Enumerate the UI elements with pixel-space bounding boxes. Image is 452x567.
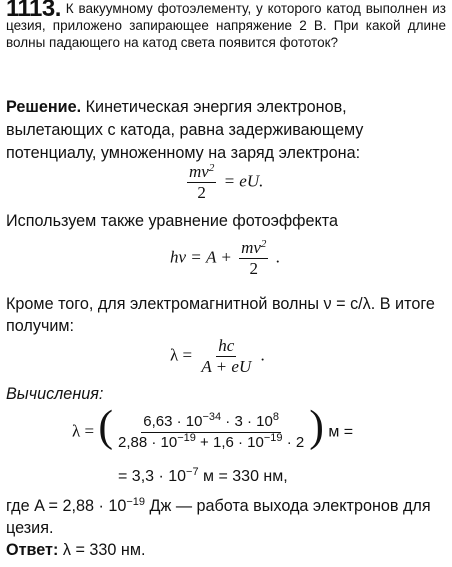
- formula-calculation: λ = ( $\frac{6,63 \cdot 10^{-34} \cdot 3 \cdot 10^8}{2,88 \cdot 10^{-19} + 1,6 \cdot 10^{-19} \cdot 2}$ ) м =: [72, 401, 354, 451]
- solution-text: Кинетическая энергия электронов, вылетающих с катода, равна задерживающему потенциалу, умноженному на заряд электрона:: [6, 98, 364, 162]
- answer: [6, 541, 446, 560]
- problem-statement: [6, 0, 446, 51]
- work-function-text: где $A = 2,88 \cdot 10^{-19}$ Дж — работа выхода электронов для цезия.: [6, 496, 431, 537]
- formula-wavelength: λ = $\frac{hc}{A + eU}$ .: [170, 336, 265, 376]
- solution-intro: [6, 96, 446, 165]
- answer-text: λ = 330 нм.: [58, 541, 146, 559]
- answer-label: Ответ:: [6, 541, 59, 559]
- problem-text: К вакуумному фотоэлементу, у которого катод выполнен из цезия, приложено запирающее напряжение 2 В. При какой длине волны падающего на катод света появится фототок?: [6, 1, 446, 50]
- calc-result: = $3,3 \cdot 10^{-7}$ м = 330 нм,: [118, 466, 288, 485]
- calc-label: Вычисления:: [6, 385, 104, 403]
- uses-text: Используем также уравнение фотоэффекта: [6, 212, 338, 230]
- formula-kinetic-energy: $\frac{mv^2}{2}$ = eU.: [189, 162, 264, 202]
- solution-label: Решение.: [6, 98, 82, 116]
- formula-photoeffect: hν = A + $\frac{mv^2}{2}$ .: [170, 238, 280, 278]
- wave-text: Кроме того, для электромагнитной волны ν = c/λ. В итоге получим:: [6, 295, 435, 335]
- problem-number: 1113.: [6, 0, 61, 22]
